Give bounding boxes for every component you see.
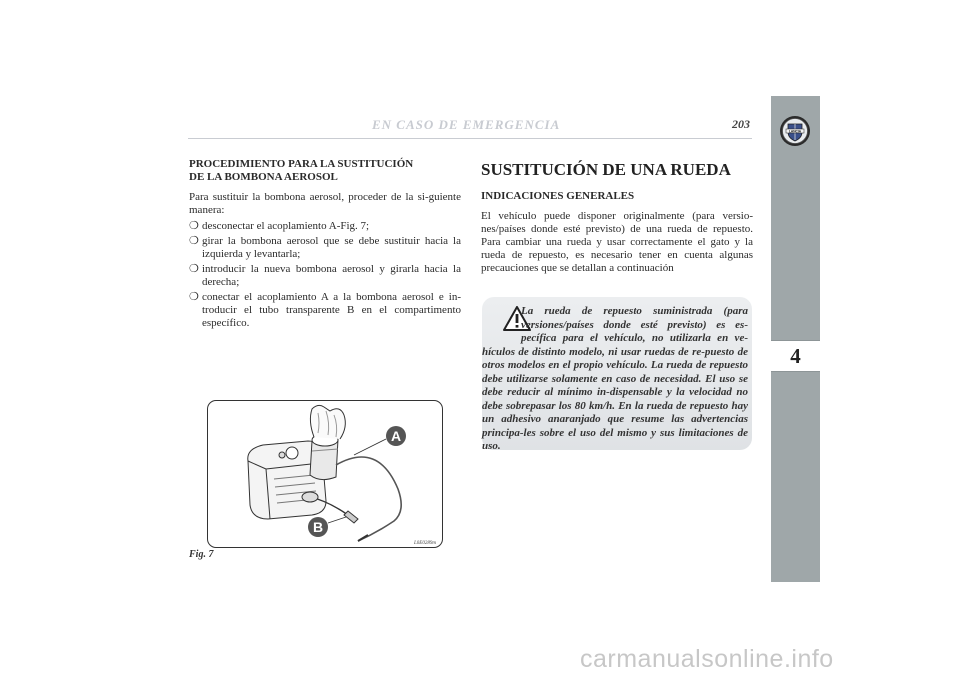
main-heading: SUSTITUCIÓN DE UNA RUEDA [481, 160, 731, 179]
right-column [481, 160, 753, 275]
compressor-illustration [208, 401, 442, 547]
logo-text: LANCIA [788, 129, 802, 134]
chapter-number: 4 [790, 344, 801, 368]
header-divider [188, 138, 752, 139]
callout-a-label: A [390, 428, 402, 444]
list-item: ❍ girar la bombona aerosol que se debe sustituir hacia la izquierda y levantarla; [189, 235, 461, 260]
list-item: ❍ conectar el acoplamiento A a la bombona aerosol e in-troducir el tubo transparente B en el compartimento específico. [189, 291, 461, 329]
left-column [189, 158, 461, 332]
general-indications-text: El vehículo puede disponer originalmente (para versio-nes/países donde esté previsto) de una rueda de repuesto. Para cambiar una rueda y usar correctamente el gato y la rueda de repuesto, es necesario tener en cuenta algunas precauciones que se detallan a continuación [481, 210, 753, 274]
lancia-logo-icon [779, 115, 811, 147]
procedure-steps [189, 220, 461, 330]
bullet-marker: ❍ [189, 220, 199, 232]
list-item: ❍ desconectar el acoplamiento A-Fig. 7; [189, 220, 370, 232]
general-indications-heading: INDICACIONES GENERALES [481, 190, 635, 202]
figure-compressor [207, 400, 443, 548]
watermark: carmanualsonline.info [580, 645, 834, 673]
procedure-heading-line2: DE LA BOMBONA AEROSOL [189, 171, 338, 183]
bullet-marker: ❍ [189, 263, 199, 275]
chapter-tab[interactable] [771, 340, 820, 372]
chapter-sidebar [771, 96, 820, 582]
bullet-marker: ❍ [189, 235, 199, 247]
warning-text-container [482, 305, 748, 454]
procedure-intro: Para sustituir la bombona aerosol, proceder de la si-guiente manera: [189, 191, 461, 216]
list-item: ❍ introducir la nueva bombona aerosol y girarla hacia la derecha; [189, 263, 461, 288]
figure-label: Fig. 7 [189, 549, 214, 560]
warning-text: La rueda de repuesto suministrada (para versiones/países donde esté previsto) es es-pecífica para el vehículo, no utilizarla en ve-hículos de distinto modelo, ni usar ruedas de re-puesto de otros modelos en el propio vehículo. La rueda de repuesto debe utilizarse solamente en caso de necesidad. El uso se debe reducir al mínimo in-dispensable y la velocidad no debe sobrepasar los 80 km/h. En la rueda de repuesto hay un adhesivo anaranjado que resume las advertencias principa-les sobre el uso del mismo y sus limitaciones de uso. [482, 305, 748, 452]
section-title: EN CASO DE EMERGENCIA [372, 117, 561, 132]
page-number: 203 [732, 117, 750, 131]
bullet-marker: ❍ [189, 291, 199, 303]
procedure-heading-line1: PROCEDIMIENTO PARA LA SUSTITUCIÓN [189, 158, 414, 170]
figure-code: L0E0289m [414, 541, 436, 546]
procedure-heading [189, 158, 461, 184]
callout-b-label: B [312, 519, 324, 535]
